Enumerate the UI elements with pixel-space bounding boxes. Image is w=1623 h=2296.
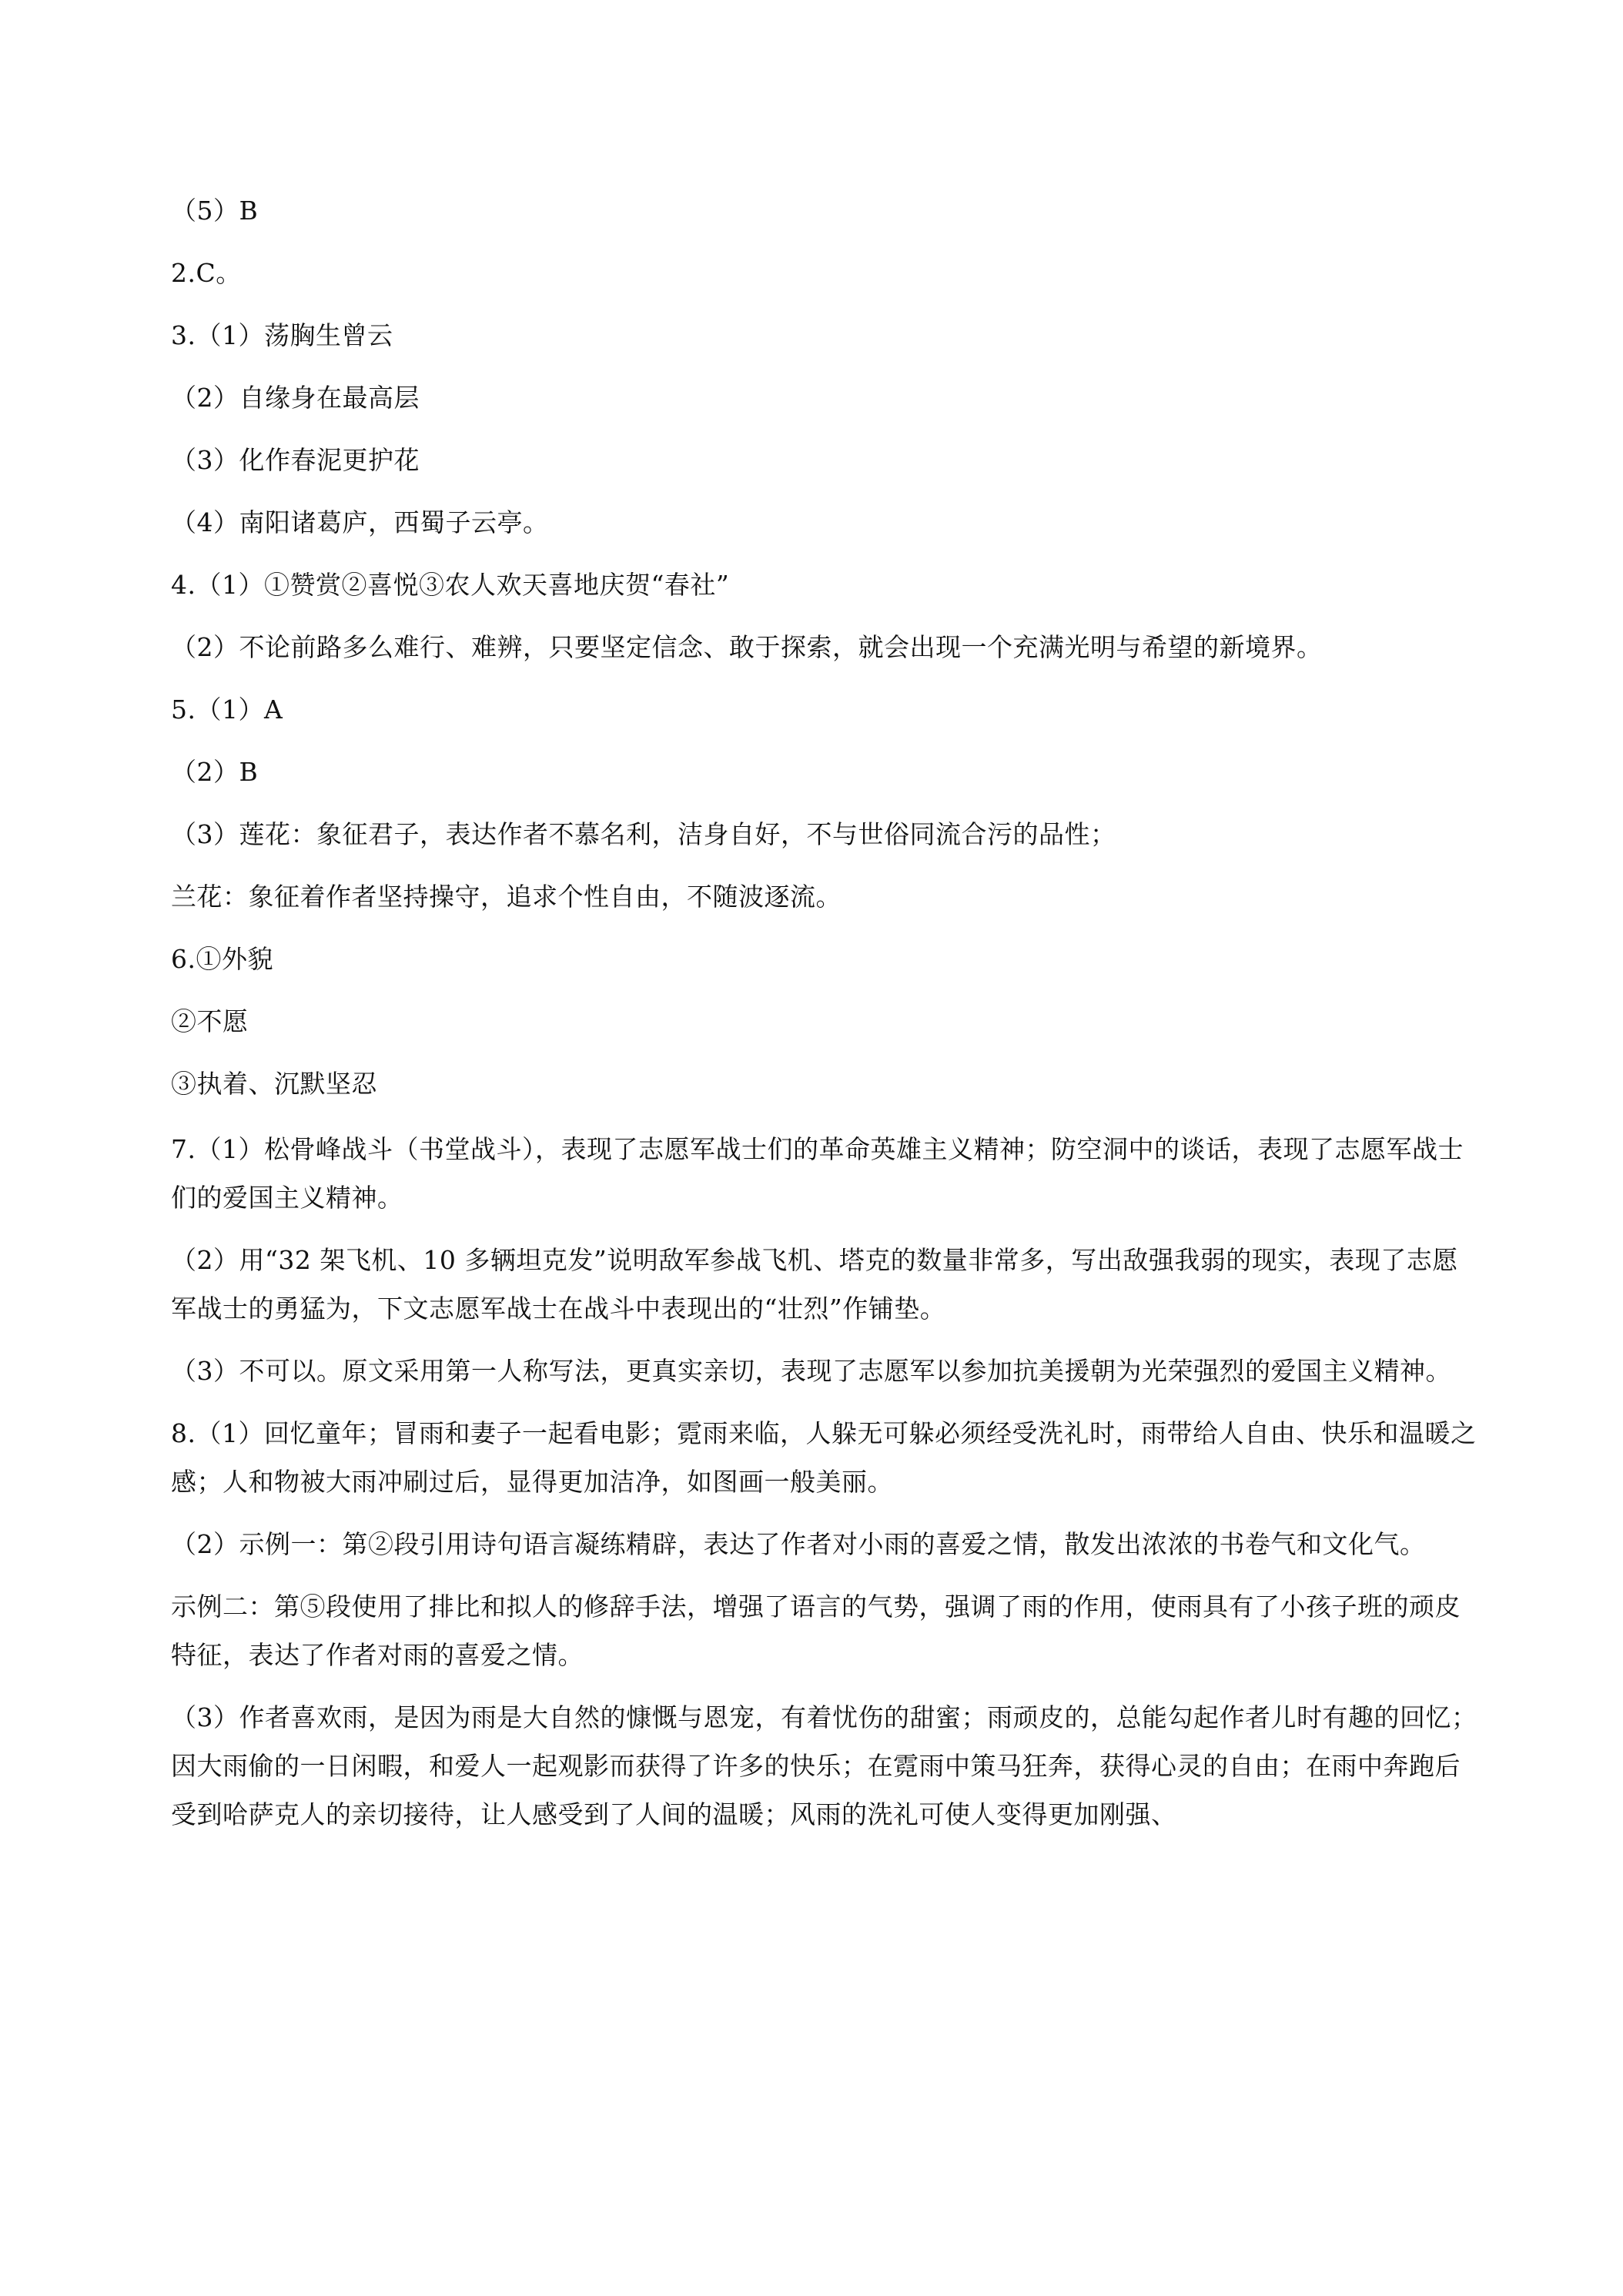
answer-5-3-lotus: （3）莲花：象征君子，表达作者不慕名利，洁身自好，不与世俗同流合污的品性； [171, 819, 1116, 849]
answer-8-2-example-1: （2）示例一：第②段引用诗句语言凝练精辟，表达了作者对小雨的喜爱之情，散发出浓浓的书卷气和文化气。 [171, 1529, 1426, 1559]
answer-list [171, 189, 1480, 1853]
answer-4-2: （2）不论前路多么难行、难辨，只要坚定信念、敢于探索，就会出现一个充满光明与希望的新境界。 [171, 632, 1323, 662]
answer-3-1: 3.（1）荡胸生曾云 [171, 320, 393, 350]
answer-6-2: ②不愿 [171, 1006, 249, 1036]
answer-6-3: ③执着、沉默坚忍 [171, 1069, 377, 1099]
answer-8-1: 8.（1）回忆童年；冒雨和妻子一起看电影；霓雨来临，人躲无可躲必须经受洗礼时，雨带给人自由、快乐和温暖之感；人和物被大雨冲刷过后，显得更加洁净，如图画一般美丽。 [171, 1418, 1477, 1497]
answer-3-3: （3）化作春泥更护花 [171, 445, 420, 475]
answer-8-2-example-2: 示例二：第⑤段使用了排比和拟人的修辞手法，增强了语言的气势，强调了雨的作用，使雨具有了小孩子班的顽皮特征，表达了作者对雨的喜爱之情。 [171, 1591, 1461, 1670]
answer-7-2: （2）用“32 架飞机、10 多辆坦克发”说明敌军参战飞机、塔克的数量非常多，写出敌强我弱的现实，表现了志愿军战士的勇猛为，下文志愿军战士在战斗中表现出的“壮烈”作铺垫。 [171, 1245, 1458, 1324]
answer-5-2: （2）B [171, 757, 259, 787]
answer-5-1: 5.（1）A [171, 694, 283, 725]
answer-6-1: 6.①外貌 [171, 944, 273, 974]
answer-5-3-orchid: 兰花：象征着作者坚持操守，追求个性自由，不随波逐流。 [171, 882, 842, 912]
answer-8-3: （3）作者喜欢雨，是因为雨是大自然的慷慨与恩宠，有着忧伤的甜蜜；雨顽皮的，总能勾起作者儿时有趣的回忆；因大雨偷的一日闲暇，和爱人一起观影而获得了许多的快乐；在霓雨中策马狂奔，获得心灵的自由；在雨中奔跑后受到哈萨克人的亲切接待，让人感受到了人间的温暖；风雨的洗礼可使人变得更加刚强、 [171, 1702, 1477, 1829]
answer-3-4: （4）南阳诸葛庐，西蜀子云亭。 [171, 507, 549, 537]
answer-3-2: （2）自缘身在最高层 [171, 383, 420, 413]
answer-4-1: 4.（1）①赞赏②喜悦③农人欢天喜地庆贺“春社” [171, 570, 730, 600]
answer-2: 2.C。 [171, 258, 242, 288]
answer-7-3: （3）不可以。原文采用第一人称写法，更真实亲切，表现了志愿军以参加抗美援朝为光荣强烈的爱国主义精神。 [171, 1356, 1451, 1386]
answer-7-1: 7.（1）松骨峰战斗（书堂战斗），表现了志愿军战士们的革命英雄主义精神；防空洞中的谈话，表现了志愿军战士们的爱国主义精神。 [171, 1134, 1464, 1213]
answer-1-5: （5）B [171, 196, 259, 226]
